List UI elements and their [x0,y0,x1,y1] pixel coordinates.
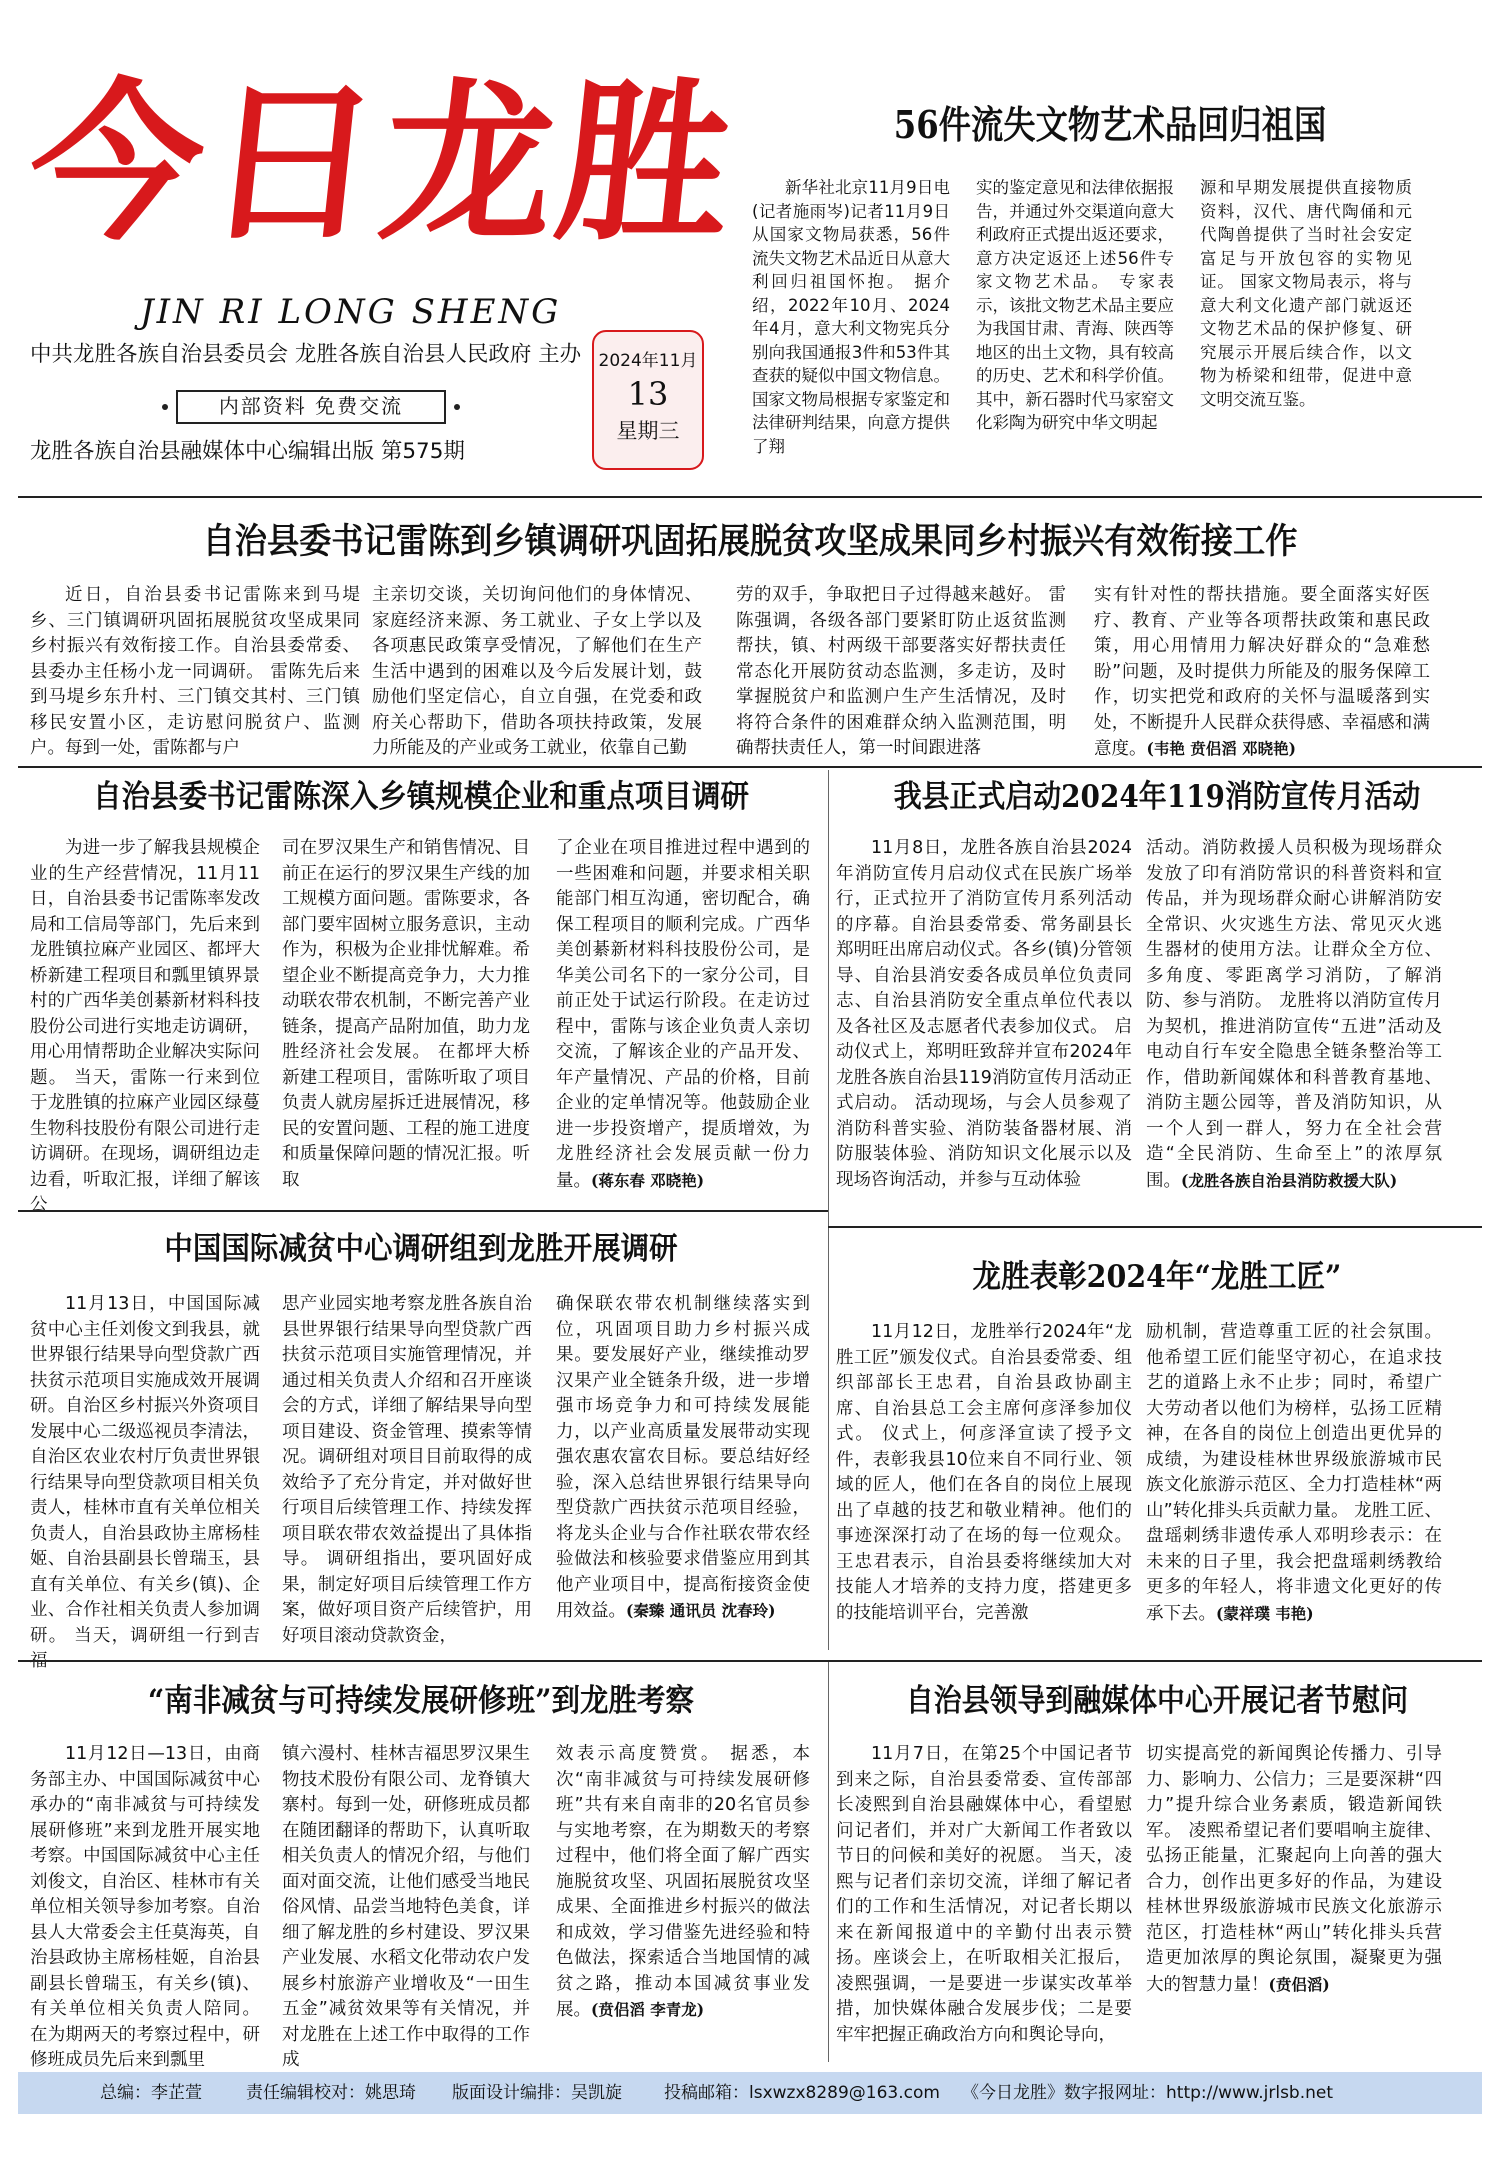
article-3-title: 自治县委书记雷陈深入乡镇规模企业和重点项目调研 [93,779,749,815]
article-2-byline: (韦艳 贲侣滔 邓晓艳) [1146,739,1296,758]
article-1-col-2: 实的鉴定意见和法律依据报告，并通过外交渠道向意大利政府正式提出返还要求，意方决定返还上述56件专家文物艺术品。 专家表示，该批文物艺术品主要应为我国甘肃、青海、陕西等地区的出土文物，具有较高的历史、艺术和科学价值。其中，新石器时代马家窑文化彩陶为研究中华文明起 [976,178,1174,432]
article-3-col-1: 为进一步了解我县规模企业的生产经营情况，11月11日，自治县委书记雷陈率发改局和工信局等部门，先后来到龙胜镇拉麻产业园区、都坪大桥新建工程项目和瓢里镇界景村的广西华美创綦新材料科技股份公司进行实地走访调研，用心用情帮助企业解决实际问题。 当天，雷陈一行来到位于龙胜镇的拉麻产业园区绿蔓生物科技股份有限公司进行走访调研。在现场，调研组边走边看，听取汇报，详细了解该公 [30,838,260,1215]
article-3-col-2: 司在罗汉果生产和销售情况、目前正在运行的罗汉果生产线的加工规模方面问题。雷陈要求，各部门要牢固树立服务意识，主动作为，积极为企业排忧解难。希望企业不断提高竞争力，大力推动联农带农机制，不断完善产业链条，提高产品附加值，助力龙胜经济社会发展。 在都坪大桥新建工程项目，雷陈听取了项目负责人就房屋拆迁进展情况，移民的安置问题、工程的施工进度和质量保障问题的情况汇报。听取 [282,838,530,1190]
article-3-col-3: 了企业在项目推进过程中遇到的一些困难和问题，并要求相关职能部门相互沟通，密切配合，确保工程项目的顺利完成。广西华美创綦新材料科技股份公司，是华美公司名下的一家分公司，目前正处于试运行阶段。在走访过程中，雷陈与该企业负责人亲切交流，了解该企业的产品开发、年产量情况、产品的价格，目前企业的定单情况等。他鼓励企业进一步投资增产，提质增效，为龙胜经济社会发展贡献一份力量。(蒋东春 邓晓艳) [556,838,810,1191]
article-7-col-1: 11月12日—13日，由商务部主办、中国国际减贫中心承办的“南非减贫与可持续发展研修班”来到龙胜开展实地考察。中国国际减贫中心主任刘俊文，自治区、桂林市有关单位相关领导参加考察。自治县人大常委会主任莫海英，自治县政协主席杨桂姬，自治县副县长曾瑞玉，有关乡(镇)、有关单位相关负责人陪同。 在为期两天的考察过程中，研修班成员先后来到瓢里 [30,1744,260,2070]
divider [18,1210,828,1212]
article-4-byline: (龙胜各族自治县消防救援大队) [1181,1170,1398,1190]
article-5-title: 中国国际减贫中心调研组到龙胜开展调研 [164,1231,678,1267]
column-divider [828,1662,829,2062]
article-5-col-2: 思产业园实地考察龙胜各族自治县世界银行结果导向型贷款广西扶贫示范项目实施管理情况，并通过相关负责人介绍和召开座谈会的方式，详细了解结果导向型项目建设、资金管理、摸索等情况。调研组对项目目前取得的成效给予了充分肯定，并对做好世行项目后续管理工作、持续发挥项目联农带农效益提出了具体指导。 调研组指出，要巩固好成果，制定好项目后续管理工作方案，做好项目资产后续管护，用好项目滚动贷款资金， [282,1294,532,1646]
article-6-col-1: 11月12日，龙胜举行2024年“龙胜工匠”颁发仪式。自治县委常委、组织部部长王忠君，自治县政协副主席、自治县总工会主席何彦泽参加仪式。 仪式上，何彦泽宣读了授予文件，表彰我县10位来自不同行业、领域的匠人，他们在各自的岗位上展现出了卓越的技艺和敬业精神。他们的事迹深深打动了在场的每一位观众。 王忠君表示，自治县委将继续加大对技能人才培养的支持力度，搭建更多的技能培训平台，完善激 [836,1322,1132,1623]
article-4-col-1: 11月8日，龙胜各族自治县2024年消防宣传月启动仪式在民族广场举行，正式拉开了消防宣传月系列活动的序幕。自治县委常委、常务副县长郑明旺出席启动仪式。各乡(镇)分管领导、自治县消安委各成员单位负责同志、自治县消防安全重点单位代表以及各社区及志愿者代表参加仪式。 启动仪式上，郑明旺致辞并宣布2024年龙胜各族自治县119消防宣传月活动正式启动。 活动现场，与会人员参观了消防科普实验、消防装备器材展、消防服装体验、消防知识文化展示以及现场咨询活动，并参与互动体验 [836,838,1132,1190]
article-4-col-2: 活动。消防救援人员积极为现场群众发放了印有消防常识的科普资料和宣传品，并为现场群众耐心讲解消防安全常识、火灾逃生方法、常见灭火逃生器材的使用方法。让群众全方位、多角度、零距离学习消防，了解消防、参与消防。 龙胜将以消防宣传月为契机，推进消防宣传“五进”活动及电动自行车安全隐患全链条整治等工作，借助新闻媒体和科普教育基地、消防主题公园等，普及消防知识，从一个人到一群人，努力在全社会营造“全民消防、生命至上”的浓厚氛围。(龙胜各族自治县消防救援大队) [1146,838,1442,1191]
article-6-title: 龙胜表彰2024年“龙胜工匠” [972,1259,1342,1295]
footer-editor: 总编：李芷萱 [100,2083,202,2103]
article-5-byline: (秦臻 通讯员 沈春玲) [626,1601,776,1620]
date-day: 13 [627,375,669,413]
article-6-col-2: 励机制，营造尊重工匠的社会氛围。他希望工匠们能坚守初心，在追求技艺的道路上永不止步；同时，希望广大劳动者以他们为榜样，弘扬工匠精神，在各自的岗位上创造出更优异的成绩，为建设桂林世界级旅游城市民族文化旅游示范区、全力打造桂林“两山”转化排头兵贡献力量。 龙胜工匠、盘瑶刺绣非遗传承人邓明珍表示：在未来的日子里，我会把盘瑶刺绣教给更多的年轻人，将非遗文化更好的传承下去。(蒙祥璞 韦艳) [1146,1322,1442,1624]
footer-website[interactable]: 《今日龙胜》数字报网址：http://www.jrlsb.net [962,2083,1334,2103]
internal-material-label: 内部资料 免费交流 [176,390,446,424]
article-7-col-2: 镇六漫村、桂林吉福思罗汉果生物技术股份有限公司、龙脊镇大寨村。每到一处，研修班成员都在随团翻译的帮助下，认真听取相关负责人的情况介绍，与他们面对面交流，让他们感受当地民俗风情、品尝当地特色美食，详细了解龙胜的乡村建设、罗汉果产业发展、水稻文化带动农户发展乡村旅游产业增收及“一田生五金”减贫效果等有关情况，并对龙胜在上述工作中取得的工作成 [282,1744,530,2070]
article-4-title: 我县正式启动2024年119消防宣传月活动 [893,779,1421,815]
article-3-byline: (蒋东春 邓晓艳) [591,1170,705,1190]
article-8-byline: (贲侣滔) [1268,1974,1330,1994]
footer-designer: 版面设计编排：吴凯旋 [452,2083,622,2103]
divider [18,1660,1482,1662]
article-8-title: 自治县领导到融媒体中心开展记者节慰问 [905,1683,1409,1719]
article-6-byline: (蒙祥璞 韦艳) [1216,1603,1314,1623]
masthead-edition: 龙胜各族自治县融媒体中心编辑出版 第575期 [30,439,465,464]
divider [828,1226,1482,1228]
footer-bar [18,2072,1482,2114]
article-2-col-2: 主亲切交谈，关切询问他们的身体情况、家庭经济来源、务工就业、子女上学以及各项惠民政策享受情况，了解他们在生产生活中遇到的困难以及今后发展计划，鼓励他们坚定信心，自立自强，在党委和政府关心帮助下，借助各项扶持政策，发展力所能及的产业或务工就业，依靠自己勤 [372,585,702,758]
article-5-col-1: 11月13日，中国国际减贫中心主任刘俊文到我县，就世界银行结果导向型贷款广西扶贫示范项目实施成效开展调研。自治区乡村振兴外资项目发展中心二级巡视员李清法，自治区农业农村厅负责世界银行结果导向型贷款项目相关负责人，桂林市直有关单位相关负责人，自治县政协主席杨桂姬、自治县副县长曾瑞玉，县直有关单位、有关乡(镇)、企业、合作社相关负责人参加调研。 当天，调研组一行到吉福 [30,1294,260,1671]
article-5-col-3: 确保联农带农机制继续落实到位，巩固项目助力乡村振兴成果。要发展好产业，继续推动罗汉果产业全链条升级，进一步增强市场竞争力和可持续发展能力，以产业高质量发展带动实现强农惠农富农目标。要总结好经验，深入总结世界银行结果导向型贷款广西扶贫示范项目经验，将龙头企业与合作社联农带农经验做法和核验要求借鉴应用到其他产业项目中，提高衔接资金使用效益。(秦臻 通讯员 沈春玲) [556,1294,810,1621]
footer-email[interactable]: 投稿邮箱：lsxwzx8289@163.com [664,2083,940,2103]
article-1-col-1: 新华社北京11月9日电(记者施雨岑)记者11月9日从国家文物局获悉，56件流失文物艺术品近日从意大利回归祖国怀抱。 据介绍，2022年10月、2024年4月，意大利文物宪兵分别向我国通报3件和53件其查获的疑似中国文物信息。国家文物局根据专家鉴定和法律研判结果，向意方提供了翔 [752,178,950,456]
article-2-col-4: 实有针对性的帮扶措施。要全面落实好医疗、教育、产业等各项帮扶政策和惠民政策，用心用情用力解决好群众的“急难愁盼”问题，及时提供力所能及的服务保障工作，切实把党和政府的关怀与温暖落到实处，不断提升人民群众获得感、幸福感和满意度。(韦艳 贲侣滔 邓晓艳) [1094,585,1430,759]
article-2-col-3: 劳的双手，争取把日子过得越来越好。 雷陈强调，各级各部门要紧盯防止返贫监测帮扶，镇、村两级干部要落实好帮扶责任常态化开展防贫动态监测，多走访，及时掌握脱贫户和监测户生产生活情况，及时将符合条件的困难群众纳入监测范围，明确帮扶责任人，第一时间跟进落 [736,585,1066,758]
divider [18,766,1482,768]
article-1-col-3: 源和早期发展提供直接物质资料，汉代、唐代陶俑和元代陶兽提供了当时社会安定富足与开放包容的实物见证。 国家文物局表示，将与意大利文化遗产部门就返还文物艺术品的保护修复、研究展示开展后续合作，以文物为桥梁和纽带，促进中意文明交流互鉴。 [1200,178,1412,409]
article-7-col-3: 效表示高度赞赏。 据悉，本次“南非减贫与可持续发展研修班”共有来自南非的20名官员参与实地考察，在为期数天的考察过程中，他们将全面了解广西实施脱贫攻坚、巩固拓展脱贫攻坚成果、全面推进乡村振兴的做法和成效，学习借鉴先进经验和特色做法，探索适合当地国情的减贫之路，推动本国减贫事业发展。(贲侣滔 李青龙) [556,1744,810,2020]
article-8-col-2: 切实提高党的新闻舆论传播力、引导力、影响力、公信力；三是要深耕“四力”提升综合业务素质，锻造新闻铁军。 凌熙希望记者们要唱响主旋律、弘扬正能量，汇聚起向上向善的强大合力，创作出更多好的作品，为建设桂林世界级旅游城市民族文化旅游示范区，打造桂林“两山”转化排头兵营造更加浓厚的舆论氛围，凝聚更为强大的智慧力量！(贲侣滔) [1146,1744,1442,1995]
date-weekday: 星期三 [616,419,680,443]
article-7-title: “南非减贫与可持续发展研修班”到龙胜考察 [147,1683,695,1719]
masthead-logo: 今日龙胜 [20,61,746,264]
article-2-col-1: 近日，自治县委书记雷陈来到马堤乡、三门镇调研巩固拓展脱贫攻坚成果同乡村振兴有效衔接工作。自治县委常委、县委办主任杨小龙一同调研。 雷陈先后来到马堤乡东升村、三门镇交其村、三门镇移民安置小区，走访慰问脱贫户、监测户。每到一处，雷陈都与户 [30,585,360,758]
article-7-byline: (贲侣滔 李青龙) [591,2000,705,2019]
divider [18,496,1482,498]
article-1-title: 56件流失文物艺术品回归祖国 [893,102,1327,147]
column-divider [828,770,829,1650]
date-box [592,330,704,470]
article-2-title: 自治县委书记雷陈到乡镇调研巩固拓展脱贫攻坚成果同乡村振兴有效衔接工作 [202,521,1298,562]
masthead-sponsor: 中共龙胜各族自治县委员会 龙胜各族自治县人民政府 主办 [30,342,582,367]
article-8-col-1: 11月7日，在第25个中国记者节到来之际，自治县委常委、宣传部部长凌熙到自治县融媒体中心，看望慰问记者们，并对广大新闻工作者致以节日的问候和美好的祝愿。 当天，凌熙与记者们亲切交流，详细了解记者们的工作和生活情况，对记者长期以来在新闻报道中的辛勤付出表示赞扬。座谈会上，在听取相关汇报后，凌熙强调，一是要进一步谋实改革举措，加快媒体融合发展步伐；二是要牢牢把握正确政治方向和舆论导向， [836,1744,1132,2045]
masthead-pinyin: JIN RI LONG SHENG [140,292,562,332]
footer-proofreader: 责任编辑校对：姚思琦 [246,2083,416,2103]
date-year-month: 2024年11月 [598,351,698,371]
